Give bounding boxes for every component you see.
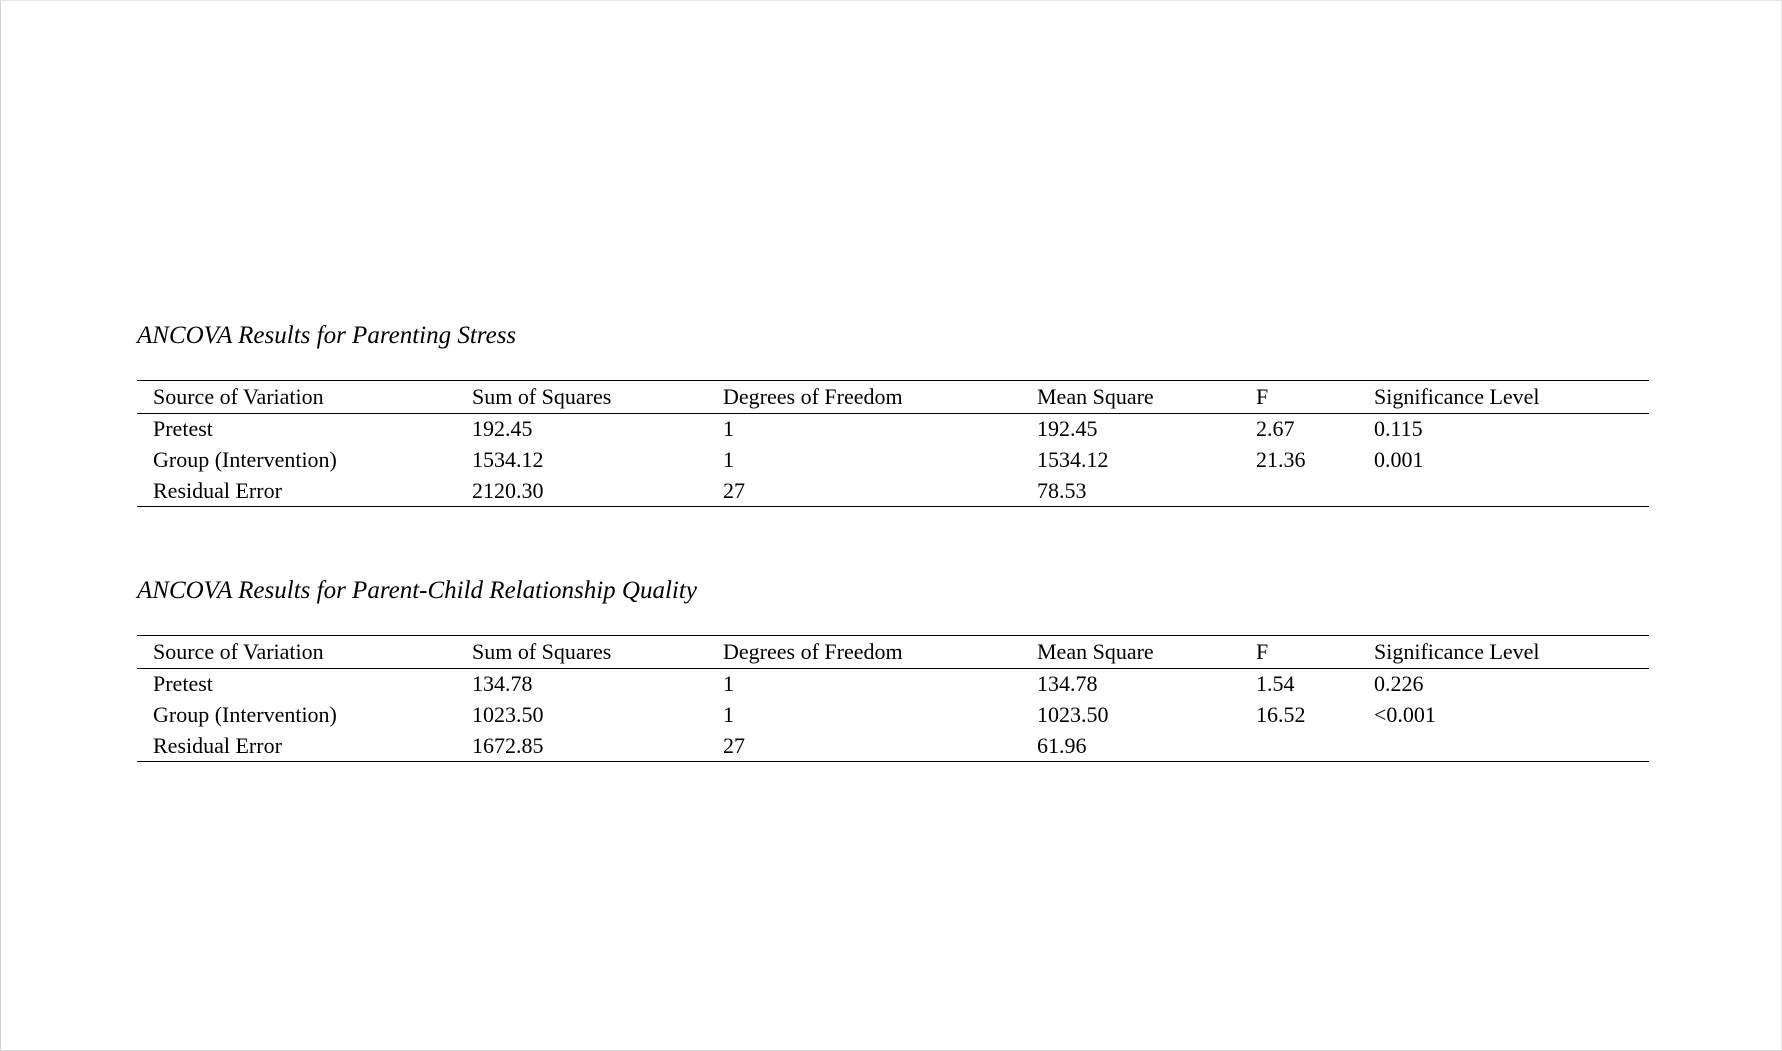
- cell-sum-of-squares: 192.45: [472, 416, 533, 442]
- cell-significance: [1374, 476, 1649, 507]
- ancova-table: [137, 380, 1649, 507]
- cell-mean-square: 78.53: [1037, 477, 1087, 503]
- cell-mean-square: 192.45: [1037, 416, 1098, 442]
- header-significance: Significance Level: [1374, 384, 1540, 409]
- cell-degrees-of-freedom: 1: [723, 447, 734, 472]
- header-mean-square: Mean Square: [1037, 384, 1154, 409]
- header-row: [137, 636, 1649, 669]
- cell-degrees-of-freedom: 27: [723, 732, 745, 758]
- cell-f: [1256, 476, 1374, 507]
- cell-f: 16.52: [1256, 702, 1306, 727]
- cell-significance: <0.001: [1374, 702, 1436, 727]
- cell-sum-of-squares: 1023.50: [472, 702, 544, 727]
- cell-source: Residual Error: [153, 477, 282, 503]
- header-sum-of-squares: Sum of Squares: [472, 639, 612, 664]
- cell-source: Pretest: [153, 416, 213, 442]
- table-title: ANCOVA Results for Parent-Child Relationship Quality: [137, 577, 697, 604]
- table-relationship-quality: [137, 576, 1649, 762]
- cell-degrees-of-freedom: 1: [723, 416, 734, 442]
- table-row: [137, 731, 1649, 762]
- table-row: [137, 669, 1649, 700]
- table-row: [137, 414, 1649, 445]
- cell-mean-square: 134.78: [1037, 671, 1098, 697]
- table-title: ANCOVA Results for Parenting Stress: [137, 322, 517, 349]
- cell-mean-square: 61.96: [1037, 732, 1087, 758]
- ancova-table: [137, 635, 1649, 762]
- cell-source: Pretest: [153, 671, 213, 697]
- cell-significance: 0.226: [1374, 671, 1424, 697]
- cell-significance: 0.001: [1374, 447, 1424, 472]
- cell-mean-square: 1023.50: [1037, 702, 1109, 727]
- header-f: F: [1256, 639, 1269, 664]
- header-mean-square: Mean Square: [1037, 639, 1154, 664]
- cell-sum-of-squares: 134.78: [472, 671, 533, 697]
- cell-sum-of-squares: 2120.30: [472, 477, 544, 503]
- cell-f: [1256, 731, 1374, 762]
- table-parenting-stress: [137, 321, 1649, 507]
- cell-f: 2.67: [1256, 416, 1295, 442]
- table-row: [137, 700, 1649, 731]
- cell-source: Residual Error: [153, 732, 282, 758]
- header-source: Source of Variation: [153, 384, 324, 409]
- header-source: Source of Variation: [153, 639, 324, 664]
- table-header: [137, 636, 1649, 669]
- cell-mean-square: 1534.12: [1037, 447, 1109, 472]
- cell-significance: 0.115: [1374, 416, 1423, 442]
- table-row: [137, 476, 1649, 507]
- cell-degrees-of-freedom: 27: [723, 477, 745, 503]
- cell-f: 1.54: [1256, 671, 1295, 697]
- table-row: [137, 445, 1649, 476]
- header-degrees-of-freedom: Degrees of Freedom: [723, 384, 903, 409]
- table-header: [137, 381, 1649, 414]
- header-degrees-of-freedom: Degrees of Freedom: [723, 639, 903, 664]
- cell-significance: [1374, 731, 1649, 762]
- cell-sum-of-squares: 1672.85: [472, 732, 544, 758]
- cell-source: Group (Intervention): [153, 447, 337, 472]
- cell-sum-of-squares: 1534.12: [472, 447, 544, 472]
- header-f: F: [1256, 384, 1269, 409]
- cell-degrees-of-freedom: 1: [723, 671, 734, 697]
- header-row: [137, 381, 1649, 414]
- cell-source: Group (Intervention): [153, 702, 337, 727]
- cell-degrees-of-freedom: 1: [723, 702, 734, 727]
- header-sum-of-squares: Sum of Squares: [472, 384, 612, 409]
- header-significance: Significance Level: [1374, 639, 1540, 664]
- cell-f: 21.36: [1256, 447, 1306, 472]
